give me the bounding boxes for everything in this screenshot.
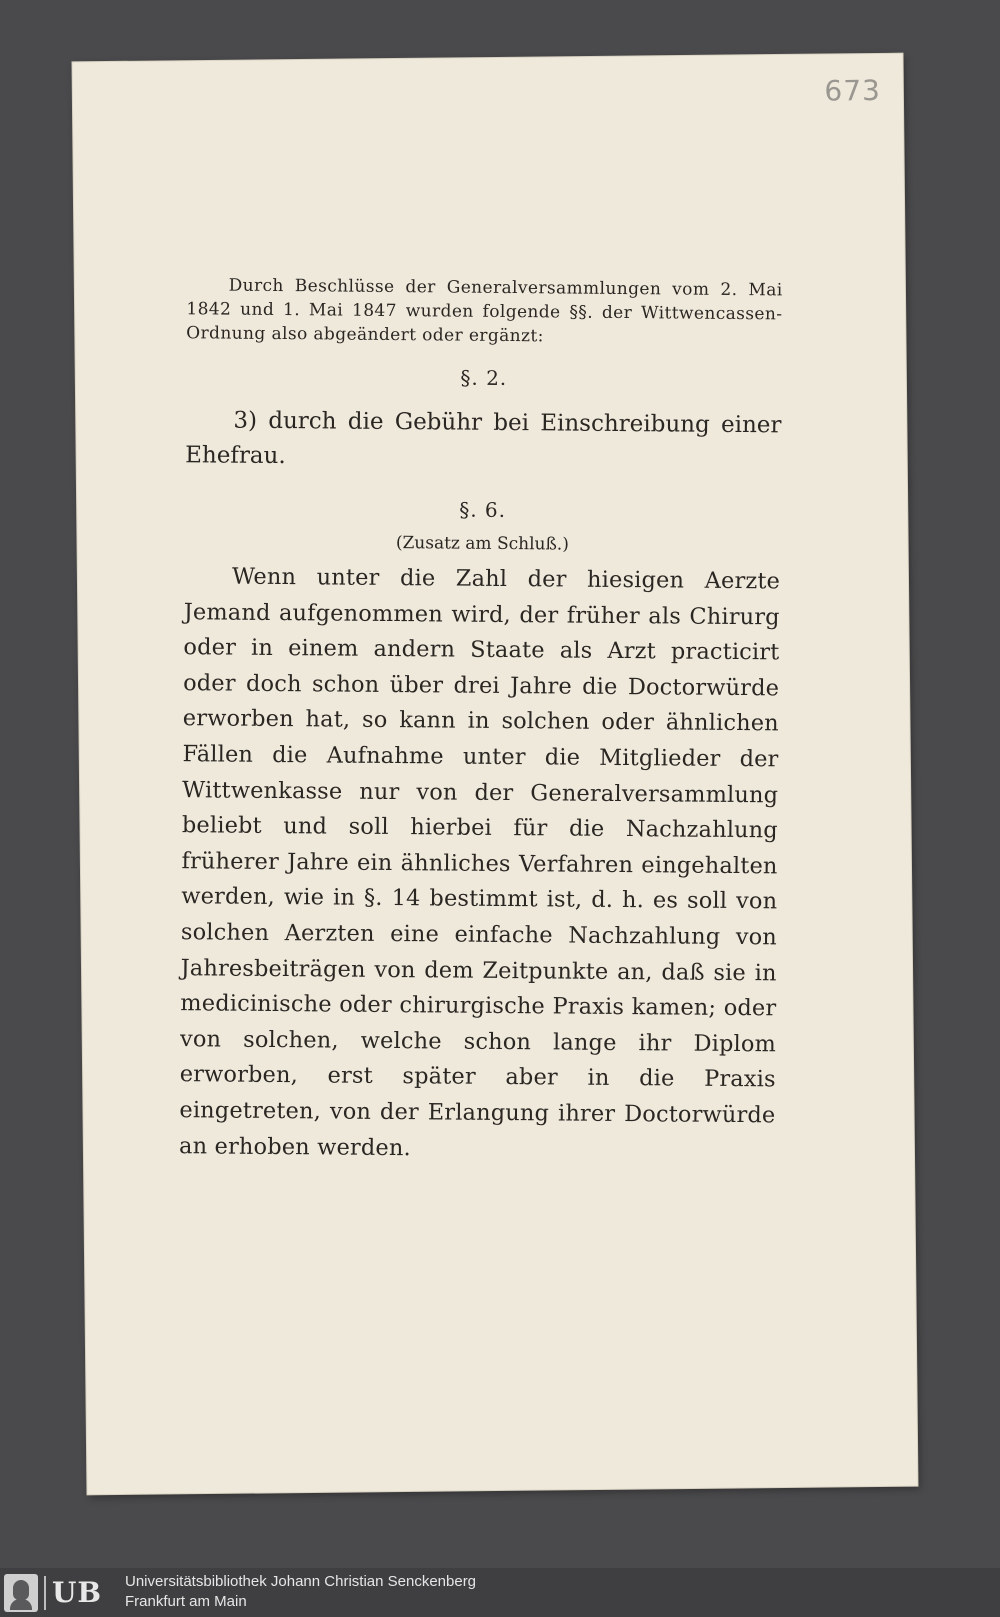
footer-line-2: Frankfurt am Main (125, 1593, 247, 1610)
section-6-text: Wenn unter die Zahl der hiesigen Aerzte Jemand aufgenommen wird, der früher als Chirurg oder in einem andern Staate als Arzt practicirt oder doch schon über drei Jahre die Doctorwürde erworben hat, so kann in solchen oder ähnlichen Fällen die Aufnahme unter die Mitglieder der Wittwenkasse nur von der Generalversammlung beliebt und soll hierbei für die Nachzahlung früherer Jahre ein ähnliches Verfahren eingehalten werden, wie in §. 14 bestimmt ist, d. h. es soll von solchen Aerzten eine einfache Nachzahlung von Jahresbeiträgen von dem Zeitpunkte an, daß sie in medicinische oder chirurgische Praxis kamen; oder von solchen, welche schon lange ihr Diplom erworben, erst später aber in die Praxis eingetreten, von der Erlangung ihrer Doctorwürde an erhoben werden. (179, 563, 781, 1161)
footer-line-1: Universitätsbibliothek Johann Christian Senckenberg (125, 1573, 477, 1590)
document-page (73, 54, 918, 1495)
portrait-icon (4, 1574, 38, 1612)
section-2-text: 3) durch die Gebühr bei Einschreibung einer Ehefrau. (185, 407, 782, 470)
section-6-subtitle: (Zusatz am Schluß.) (395, 533, 569, 555)
section-heading-2: §. 2. (460, 365, 508, 391)
ub-logo-text: UB (44, 1576, 102, 1610)
pencil-page-number: 673 (824, 73, 882, 108)
section-heading-6: §. 6. (459, 497, 507, 522)
library-footer (0, 1568, 1000, 1617)
intro-paragraph: Durch Beschlüsse der Generalversammlungen vom 2. Mai 1842 und 1. Mai 1847 wurden folgende §§. der Wittwencassen-Ordnung also abgeändert oder ergänzt: (186, 275, 783, 347)
footer-caption (125, 1572, 476, 1612)
document-content (179, 273, 783, 1169)
ub-logo (4, 1573, 116, 1613)
